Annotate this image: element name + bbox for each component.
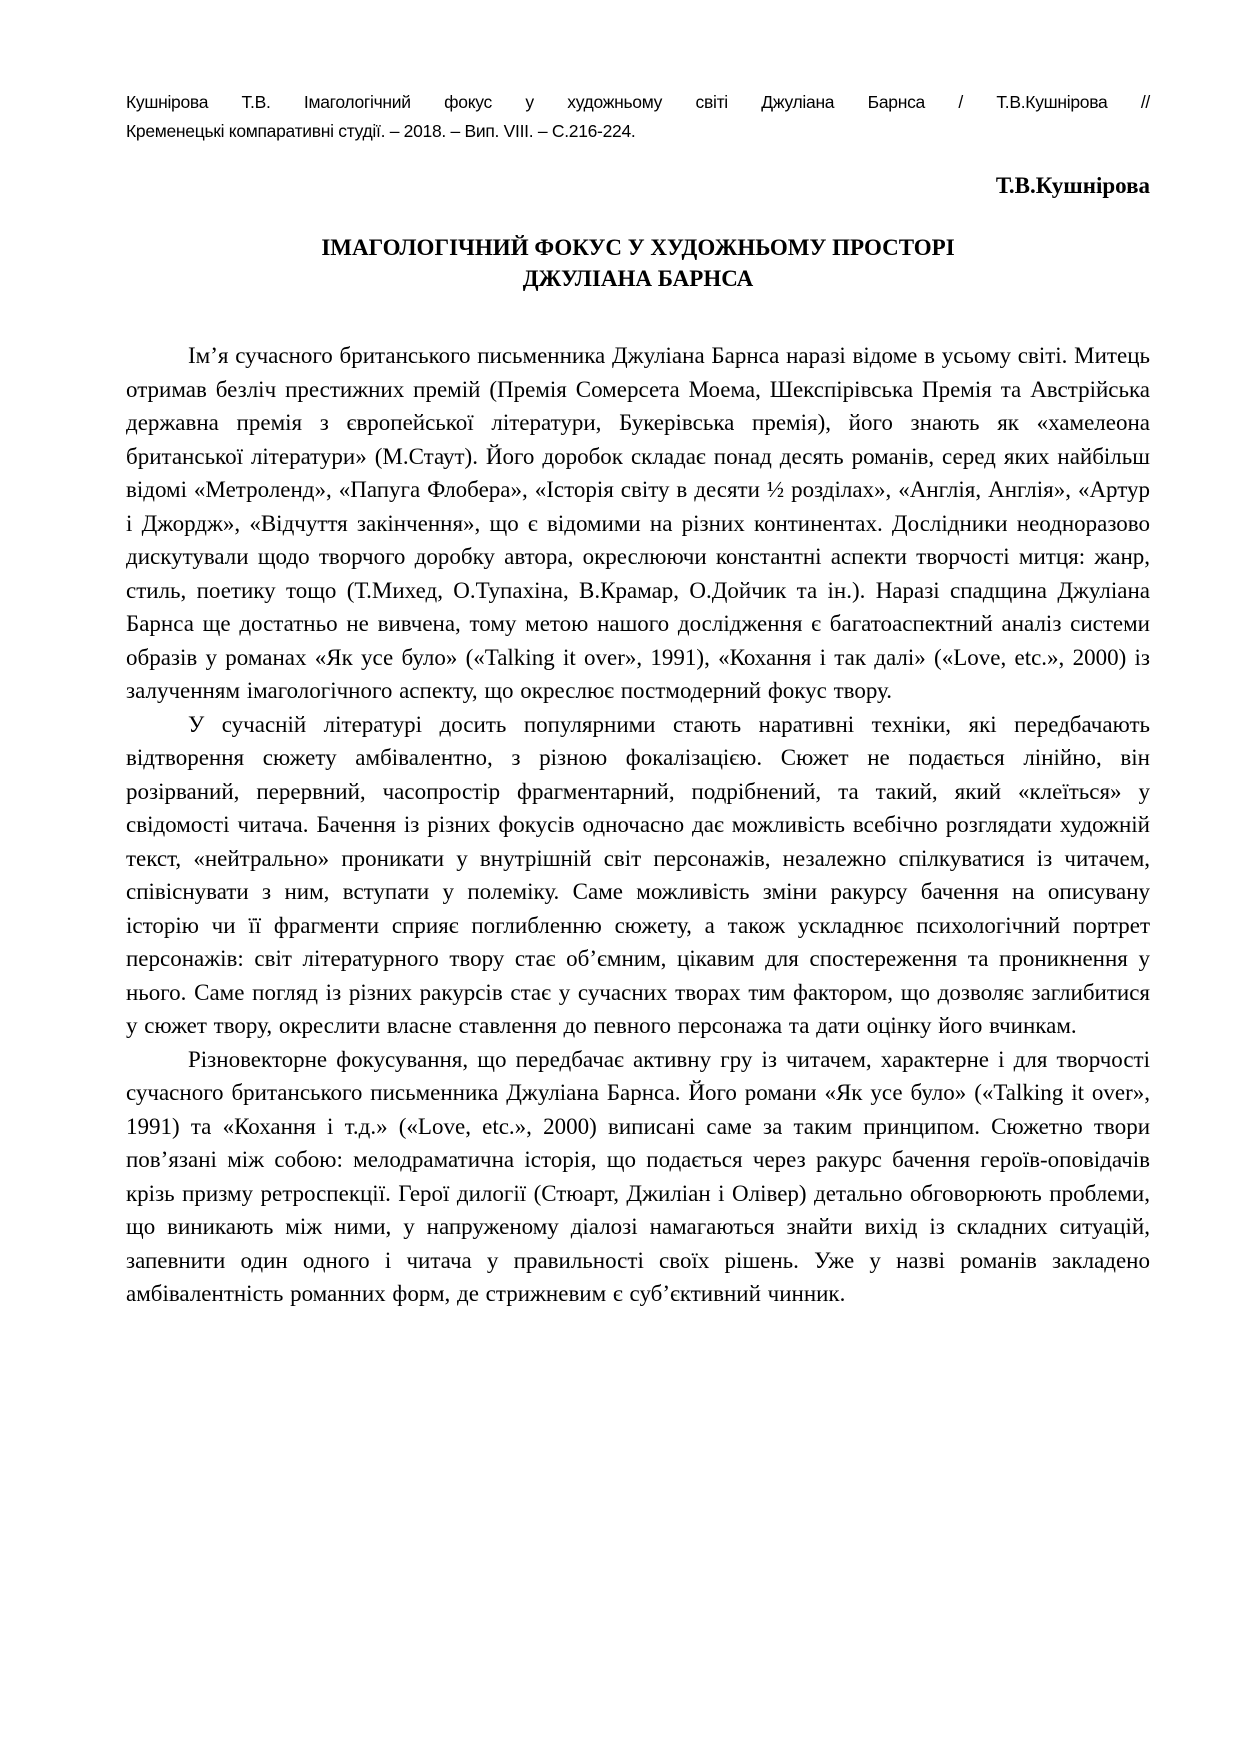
body-paragraph: У сучасній літературі досить популярними стають наративні техніки, які передбачають відтворення сюжету амбівалентно, з різною фокалізацією. Сюжет не подається лінійно, він розірваний, перервний, часопростір фрагментарний, подрібнений, та такий, який «клеїться» у свідомості читача. Бачення із різних фокусів одночасно дає можливість всебічно розглядати художній текст, «нейтрально» проникати у внутрішній світ персонажів, незалежно спілкуватися із читачем, співіснувати з ним, вступати у полеміку. Саме можливість зміни ракурсу бачення на описувану історію чи її фрагменти сприяє поглибленню сюжету, а також ускладнює психологічний портрет персонажів: світ літературного твору стає об’ємним, цікавим для спостереження та проникнення у нього. Саме погляд із різних ракурсів стає у сучасних творах тим фактором, що дозволяє заглибитися у сюжет твору, окреслити власне ставлення до певного персонажа та дати оцінку його вчинкам. [126,711,1150,1038]
citation-header [126,88,1150,146]
article-title [126,232,1150,294]
body-paragraph: Ім’я сучасного британського письменника Джуліана Барнса наразі відоме в усьому світі. Митець отримав безліч престижних премій (Премія Сомерсета Моема, Шекспірівська Премія та Австрійська державна премія з європейської літератури, Букерівська премія), його знають як «хамелеона британської літератури» (М.Стаут). Його доробок складає понад десять романів, серед яких найбільш відомі «Метроленд», «Папуга Флобера», «Історія світу в десяти ½ розділах», «Англія, Англія», «Артур і Джордж», «Відчуття закінчення», що є відомими на різних континентах. Дослідники неодноразово дискутували щодо творчого доробку автора, окреслюючи константні аспекти творчості митця: жанр, стиль, поетику тощо (Т.Михед, О.Тупахіна, В.Крамар, О.Дойчик та ін.). Наразі спадщина Джуліана Барнса ще достатньо не вивчена, тому метою нашого дослідження є багатоаспектний аналіз системи образів у романах «Як усе було» («Talking it over», 1991), «Кохання і так далі» («Love, etc.», 2000) із залученням імагологічного аспекту, що окреслює постмодерний фокус твору. [126,343,1150,703]
citation-line-1: Кушнірова Т.В. Імагологічний фокус у художньому світі Джуліана Барнса / Т.В.Кушнірова // [126,92,1150,112]
article-body [126,339,1150,1311]
body-paragraph: Різновекторне фокусування, що передбачає активну гру із читачем, характерне і для творчості сучасного британського письменника Джуліана Барнса. Його романи «Як усе було» («Talking it over», 1991) та «Кохання і т.д.» («Love, etc.», 2000) виписані саме за таким принципом. Сюжетно твори пов’язані між собою: мелодраматична історія, що подається через ракурс бачення героїв-оповідачів крізь призму ретроспекції. Герої дилогії (Стюарт, Джиліан і Олівер) детально обговорюють проблеми, що виникають між ними, у напруженому діалозі намагаються знайти вихід із складних ситуацій, запевнити один одного і читача у правильності своїх рішень. Уже у назві романів закладено амбівалентність романних форм, де стрижневим є суб’єктивний чинник. [126,1046,1150,1306]
author-name: Т.В.Кушнірова [995,173,1150,198]
article-title-line-2: ДЖУЛІАНА БАРНСА [522,266,754,291]
article-title-line-1: ІМАГОЛОГІЧНИЙ ФОКУС У ХУДОЖНЬОМУ ПРОСТОРІ [321,235,955,260]
citation-line-2: Кременецькі компаративні студії. – 2018. – Вип. VIII. – С.216-224. [126,121,636,141]
